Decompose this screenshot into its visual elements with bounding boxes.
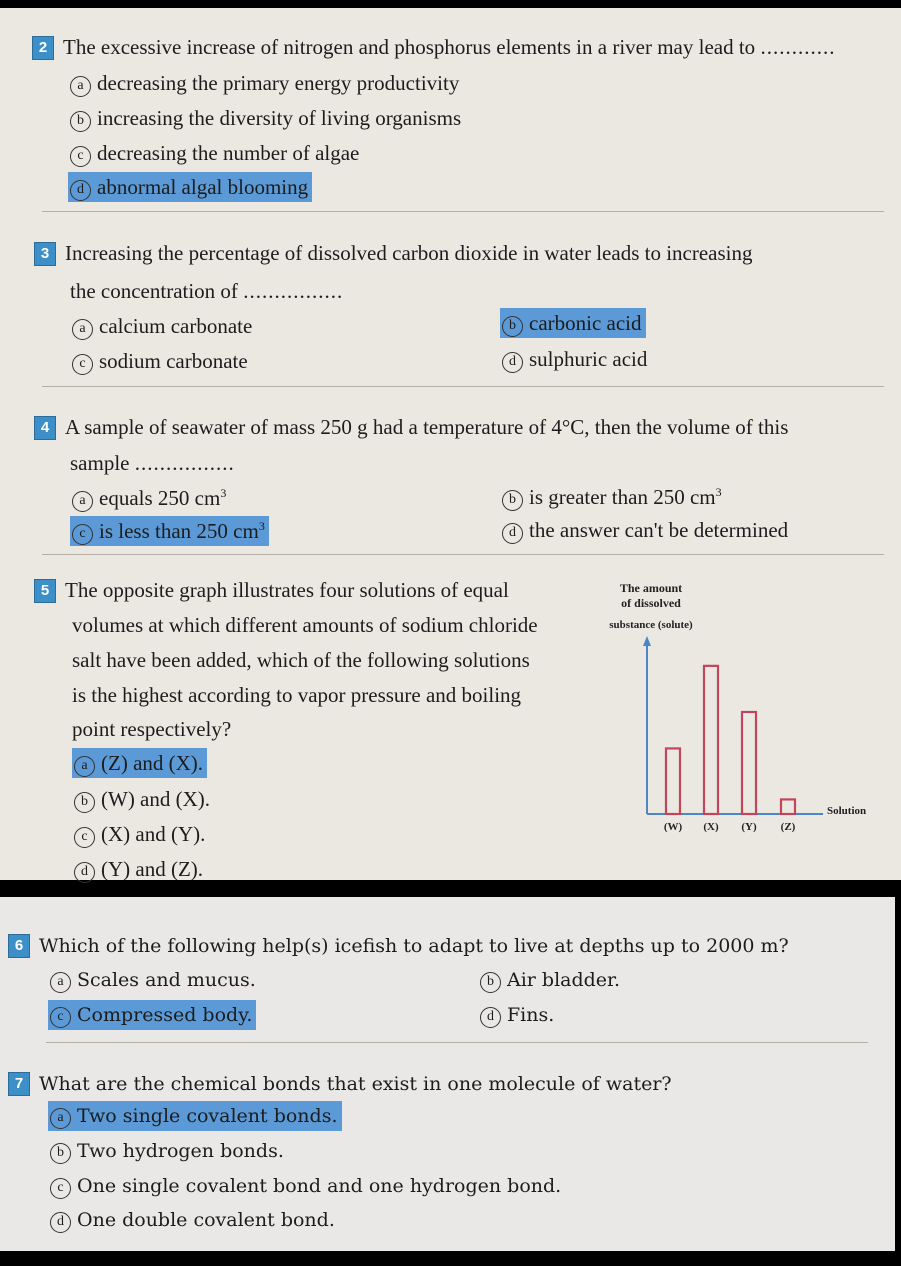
option-superscript: 3 [715, 485, 722, 499]
option-c[interactable] [48, 1171, 565, 1201]
option-d-selected[interactable] [68, 172, 312, 202]
option-d[interactable] [500, 344, 651, 374]
option-letter: c [70, 146, 91, 167]
question-number: 5 [34, 579, 56, 603]
option-text: is greater than 250 cm [529, 485, 716, 509]
y-axis-label-line-1: The amount [619, 581, 683, 595]
option-text: (X) and (Y). [101, 822, 206, 846]
x-axis-label: Solution [827, 805, 867, 817]
option-letter: d [50, 1212, 71, 1233]
question-5 [34, 573, 509, 607]
question-stem-line-1: Increasing the percentage of dissolved carbon dioxide in water leads to increasing [65, 241, 753, 265]
option-text: (Y) and (Z). [101, 857, 204, 881]
option-text: decreasing the number of algae [97, 141, 360, 165]
option-text: the answer can't be determined [529, 518, 789, 542]
option-d[interactable] [72, 854, 207, 884]
question-3-line-2 [70, 274, 342, 308]
option-superscript: 3 [258, 519, 265, 533]
question-7 [8, 1067, 672, 1101]
option-letter: a [72, 319, 93, 340]
option-a[interactable] [48, 965, 260, 995]
question-stem-line-2: sample [70, 451, 130, 475]
answer-blank: ............... [134, 451, 229, 475]
option-text: Air bladder. [507, 969, 621, 991]
option-text: One single covalent bond and one hydrogen bond. [77, 1175, 562, 1197]
option-letter: c [72, 524, 93, 545]
question-number: 6 [8, 934, 30, 958]
x-tick-label: (Z) [780, 821, 796, 833]
option-text: (Z) and (X). [101, 751, 204, 775]
option-letter: b [70, 111, 91, 132]
option-letter: c [50, 1007, 71, 1028]
option-text: Scales and mucus. [77, 969, 256, 991]
question-stem-line-5: point respectively? [72, 717, 232, 741]
question-stem: Which of the following help(s) icefish to adapt to live at depths up to 2000 m? [39, 935, 789, 957]
question-stem: The excessive increase of nitrogen and phosphorus elements in a river may lead to [63, 35, 756, 59]
question-number: 7 [8, 1072, 30, 1096]
question-4 [34, 410, 884, 444]
y-axis-label-line-3: substance (solute) [609, 619, 693, 631]
option-letter: d [74, 862, 95, 883]
option-text: equals 250 cm [99, 486, 221, 510]
option-letter: d [70, 180, 91, 201]
x-tick-label: (W) [663, 821, 683, 833]
option-d[interactable] [478, 1000, 558, 1030]
question-stem-line-4: is the highest according to vapor pressure and boiling [72, 683, 522, 707]
question-stem-line-2: the concentration of [70, 279, 238, 303]
option-d[interactable] [48, 1205, 339, 1235]
option-a-selected[interactable] [48, 1101, 342, 1131]
option-c-selected[interactable] [48, 1000, 256, 1030]
option-b[interactable] [68, 103, 465, 133]
option-c[interactable] [68, 138, 363, 168]
x-tick-label: (Y) [741, 821, 757, 833]
option-c[interactable] [72, 819, 209, 849]
worksheet-page-bottom [0, 897, 895, 1251]
option-b[interactable] [478, 965, 624, 995]
option-text: sulphuric acid [529, 347, 648, 371]
bar-x [704, 666, 718, 814]
bar-z [781, 799, 795, 814]
question-stem-line-2: volumes at which different amounts of sodium chloride [72, 613, 538, 637]
option-text: Two hydrogen bonds. [77, 1140, 284, 1162]
option-letter: d [502, 523, 523, 544]
option-text: Two single covalent bonds. [77, 1105, 338, 1127]
option-letter: a [50, 972, 71, 993]
option-text: is less than 250 cm [99, 519, 259, 543]
option-letter: a [70, 76, 91, 97]
option-letter: b [50, 1143, 71, 1164]
bar-w [666, 748, 680, 814]
divider [42, 554, 884, 555]
question-6 [8, 929, 789, 963]
option-text: abnormal algal blooming [97, 175, 309, 199]
option-b[interactable] [48, 1136, 288, 1166]
option-text: increasing the diversity of living organisms [97, 106, 462, 130]
option-text: decreasing the primary energy productivity [97, 71, 460, 95]
option-letter: b [502, 490, 523, 511]
question-stem-line-1: The opposite graph illustrates four solutions of equal [65, 578, 509, 602]
x-tick-label: (X) [703, 821, 719, 833]
option-text: (W) and (X). [101, 787, 211, 811]
answer-blank: ........... [760, 35, 830, 59]
divider [42, 211, 884, 212]
option-letter: b [480, 972, 501, 993]
option-a-selected[interactable] [72, 748, 207, 778]
question-stem-line-1: A sample of seawater of mass 250 g had a temperature of 4°C, then the volume of this [65, 415, 789, 439]
stem-end: . [336, 279, 343, 303]
question-number: 2 [32, 36, 54, 60]
option-letter: c [50, 1178, 71, 1199]
option-letter: c [72, 354, 93, 375]
question-stem-line-3: salt have been added, which of the following solutions [72, 648, 530, 672]
option-a[interactable] [70, 311, 256, 341]
option-letter: d [480, 1007, 501, 1028]
question-4-line-2 [70, 446, 234, 480]
divider [46, 1042, 868, 1043]
option-text: carbonic acid [529, 311, 642, 335]
option-text: One double covalent bond. [77, 1209, 335, 1231]
option-text: calcium carbonate [99, 314, 253, 338]
option-b[interactable] [72, 784, 214, 814]
question-2 [32, 30, 834, 64]
option-letter: b [74, 792, 95, 813]
question-number: 4 [34, 416, 56, 440]
option-letter: c [74, 827, 95, 848]
stem-end: . [228, 451, 234, 475]
solute-bar-chart [585, 578, 885, 838]
option-letter: a [72, 491, 93, 512]
option-letter: d [502, 352, 523, 373]
option-a[interactable] [70, 483, 230, 513]
option-text: Compressed body. [77, 1004, 253, 1026]
option-b-selected[interactable] [500, 308, 646, 338]
question-number: 3 [34, 242, 56, 266]
question-3 [34, 236, 834, 270]
option-d[interactable] [500, 515, 792, 545]
option-b[interactable] [500, 482, 726, 512]
y-axis-arrow [643, 636, 651, 646]
option-letter: a [74, 756, 95, 777]
option-c-selected[interactable] [70, 516, 269, 546]
option-superscript: 3 [220, 486, 227, 500]
option-c[interactable] [70, 346, 252, 376]
option-text: sodium carbonate [99, 349, 248, 373]
option-a[interactable] [68, 68, 463, 98]
option-letter: a [50, 1108, 71, 1129]
option-text: Fins. [507, 1004, 555, 1026]
question-stem: What are the chemical bonds that exist in one molecule of water? [39, 1073, 672, 1095]
option-letter: b [502, 316, 523, 337]
y-axis-label-line-2: of dissolved [621, 596, 681, 610]
answer-blank: ............... [243, 279, 337, 303]
bar-y [742, 712, 756, 814]
stem-end: . [829, 35, 835, 59]
divider [42, 386, 884, 387]
